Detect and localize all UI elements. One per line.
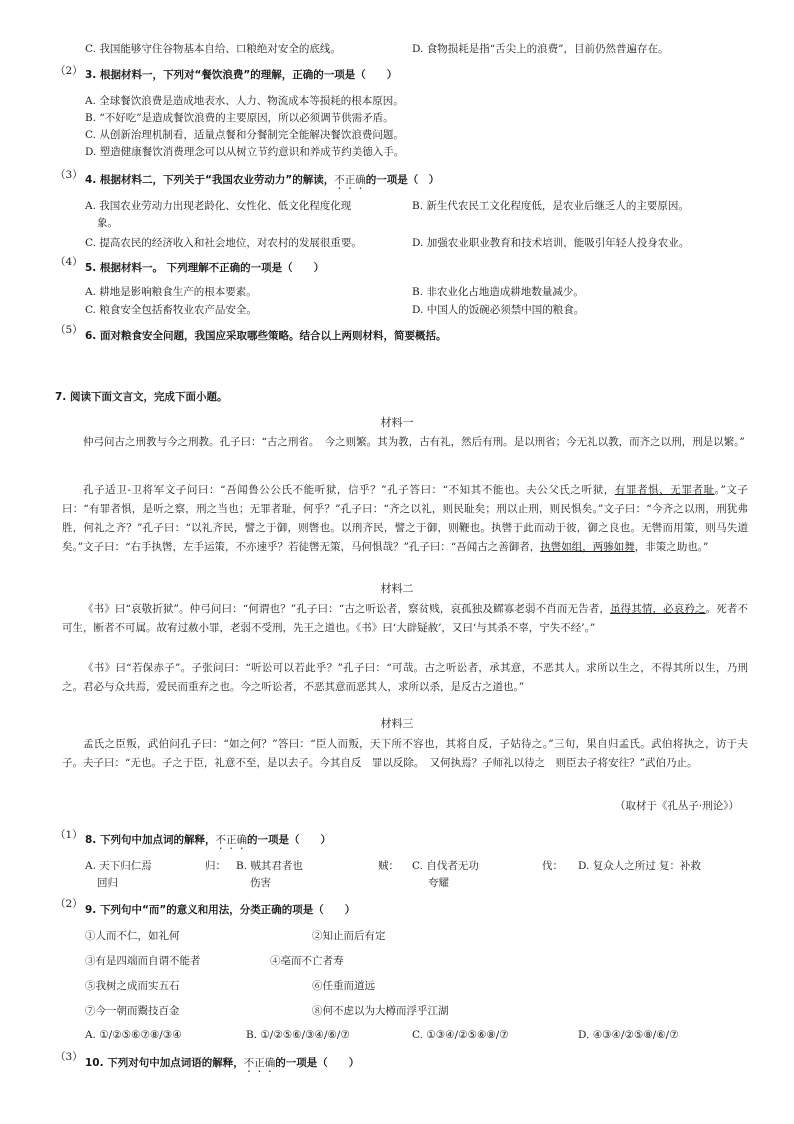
- q8-option-a-word: 归：: [205, 860, 226, 872]
- q9-option-d: D. ④③④/②⑤⑧/⑥/⑦: [578, 1029, 679, 1041]
- subquestion-number: （4）: [55, 256, 83, 268]
- subquestion-number: （1）: [55, 829, 83, 841]
- emphasized-word: 不正确: [243, 1057, 276, 1069]
- q8-option-b-word: 贼：: [378, 860, 399, 872]
- material-2-paragraph-2: 《书》曰“若保赤子”。子张问曰：“听讼可以若此乎？”孔子曰：“可哉。古之听讼者，承其意，不恶其人。求所以生之，不得其所以生，乃刑之。君必与众共焉，爱民而重弃之也。今之听讼者，不恶其意而恶其人，求所以杀，是反古之道也。”: [62, 662, 748, 693]
- material-3-paragraph-1: 孟氏之臣叛，武伯问孔子曰：“如之何？”答曰：“臣人而叛，天下所不容也，其将自反，子姑待之。”三旬，果自归孟氏。武伯将执之，访于夫子。夫子曰：“无也。子之于臣，礼意不至，是以去子。今其自反 罪以反除。 又何执焉？子师礼以待之 则臣去子将安往？”武伯乃止。: [62, 738, 748, 769]
- q9-sentence-7: ⑦今一朝而鬻技百金: [85, 1005, 180, 1017]
- q3-option-c: C. 从创新治理机制看，适量点餐和分餐制完全能解决餐饮浪费问题。: [85, 129, 404, 141]
- q5-option-a: A. 耕地是影响粮食生产的根本要素。: [85, 286, 257, 298]
- q3-option-d: D. 塑造健康餐饮消费理念可以从树立节约意识和养成节约美德入手。: [85, 146, 405, 158]
- material-3-title: 材料三: [380, 717, 414, 730]
- material-1-paragraph-2: [62, 481, 748, 557]
- stem-text: 的一项是（ ）: [365, 174, 440, 186]
- q8-option-a: A. 天下归仁焉: [85, 860, 152, 872]
- option-d-text: D. 食物损耗是指“舌尖上的浪费”，目前仍然普遍存在。: [412, 43, 669, 55]
- passage-text: 。”文子曰：“有罪者惧，是听之察，刑之当也；无罪者耻，何乎？”孔子曰：“齐之以礼，则民耻矣；刑以止刑，则民惧矣。”文子曰：“今齐之以刑，刑犹弗胜，何礼之齐？”孔子曰：“以礼齐民，譬之于御，则辔也。以刑齐民，譬之于御，则鞭也。执辔于此而动于彼，御之良也。无辔而用策，则马失道矣。”文子曰：“右手执辔，左手运策，不亦速乎？若徒辔无策，马何惧哉？”孔子曰：“吾闻古之善御者，: [62, 484, 748, 553]
- q5-option-b: B. 非农业化占地造成耕地数量减少。: [412, 286, 584, 298]
- passage-text: 孔子适卫-卫将军文子问曰：“吾闻鲁公公氏不能听狱，信乎？”孔子答曰：“不知其不能也。夫公父氏之听狱，: [83, 484, 615, 496]
- q9-sentence-1: ①人而不仁，如礼何: [85, 930, 180, 942]
- q9-option-b: B. ①/②⑤⑥/③④/⑥/⑦: [246, 1029, 350, 1041]
- option-c-text: C. 我国能够守住谷物基本自给、口粮绝对安全的底线。: [85, 43, 341, 55]
- q4-option-a-cont: 象。: [97, 217, 118, 229]
- q4-option-d: D. 加强农业职业教育和技术培训，能吸引年轻人投身农业。: [412, 237, 690, 249]
- material-1-paragraph-1: 仲弓问古之刑教与今之刑教。孔子曰：“古之刑省。 今之则繁。其为教，古有礼，然后有刑。是以刑省；今无礼以教，而齐之以刑，刑是以繁。”: [83, 436, 745, 448]
- q9-option-c: C. ①③④/②⑤⑥⑧/⑦: [412, 1029, 509, 1041]
- q9-sentence-5: ⑤我树之成而实五石: [85, 980, 180, 992]
- q9-sentence-3: ③有是四端而自谓不能者: [85, 955, 201, 967]
- question-3-stem: 3. 根据材料一，下列对“餐饮浪费”的理解，正确的一项是（ ）: [85, 69, 398, 81]
- passage-text: 。死者不可生，断者不可属。故宥过赦小罪，老弱不受刑，先王之道也。《书》曰‘大辟疑赦’，又曰‘与其杀不辜，宁失不经’。”: [62, 603, 749, 634]
- question-7-stem: 7. 阅读下面文言文，完成下面小题。: [55, 391, 228, 403]
- material-2-paragraph-1: [62, 600, 748, 638]
- stem-text: 的一项是（ ）: [246, 834, 331, 846]
- material-2-title: 材料二: [380, 582, 414, 595]
- stem-text: 的一项是（ ）: [275, 1057, 360, 1069]
- q4-option-b: B. 新生代农民工文化程度低，是农业后继乏人的主要原因。: [412, 200, 689, 212]
- emphasized-word: 不正确: [334, 174, 366, 186]
- q8-option-c-word: 伐：: [542, 860, 563, 872]
- q8-option-b: B. 贼其君者也: [236, 860, 303, 872]
- q4-option-a: A. 我国农业劳动力出现老龄化、女性化、低文化程度化现: [85, 200, 352, 212]
- passage-text: ，非策之助也。”: [634, 541, 709, 553]
- material-1-title: 材料一: [380, 416, 414, 429]
- q4-option-c: C. 提高农民的经济收入和社会地位，对农村的发展很重要。: [85, 237, 362, 249]
- stem-text: 8. 下列句中加点词的解释，: [85, 834, 216, 846]
- q9-sentence-4: ④亳而不亡者寿: [270, 955, 344, 967]
- q3-option-b: B. “不好吃”是造成餐饮浪费的主要原因，所以必须调节供需矛盾。: [85, 112, 394, 124]
- q8-option-c: C. 自伐者无功: [412, 860, 479, 872]
- emphasized-word: 不正确: [215, 834, 247, 846]
- question-8-stem: [85, 832, 331, 852]
- q9-sentence-6: ⑥任重而道远: [312, 980, 375, 992]
- subquestion-number: （5）: [55, 324, 83, 336]
- q8-option-c-meaning: 夸耀: [428, 877, 449, 889]
- q9-sentence-8: ⑧何不虑以为大樽而浮乎江湖: [312, 1005, 449, 1017]
- passage-text: 《书》曰“哀敬折狱”。仲弓问曰：“何谓也？”孔子曰：“古之听讼者，察贫贱，哀孤独及鳏寡老弱不肖而无告者，: [83, 603, 610, 615]
- subquestion-number: （3）: [55, 169, 83, 181]
- question-10-stem: [85, 1055, 359, 1075]
- stem-text: 4. 根据材料二，下列关于“我国农业劳动力”的解读，: [85, 174, 335, 186]
- q9-sentence-2: ②知止而后有定: [312, 930, 386, 942]
- q5-option-c: C. 粮食安全包括畜牧业农产品安全。: [85, 304, 257, 316]
- question-9-stem: 9. 下列句中“而”的意义和用法，分类正确的项是（ ）: [85, 904, 356, 916]
- q8-option-a-meaning: 回归: [97, 877, 118, 889]
- question-5-stem: 5. 根据材料一。 下列理解不正确的一项是（ ）: [85, 262, 325, 274]
- underlined-sentence: 虽得其情，必哀矜之: [609, 603, 706, 615]
- underlined-sentence: 执辔如组，两骖如舞: [540, 541, 635, 553]
- source-citation: （取材于《孔丛子·刑论》）: [614, 800, 739, 812]
- question-4-stem: [85, 172, 439, 192]
- q9-option-a: A. ①/②⑤⑥⑦⑧/③④: [85, 1029, 182, 1041]
- question-6-stem: 6. 面对粮食安全问题，我国应采取哪些策略。结合以上两则材料，简要概括。: [85, 330, 447, 342]
- q3-option-a: A. 全球餐饮浪费是造成地表水、人力、物流成本等损耗的根本原因。: [85, 95, 404, 107]
- q8-option-d: D. 复众人之所过 复：补救: [578, 860, 702, 872]
- subquestion-number: （3）: [55, 1051, 83, 1063]
- q5-option-d: D. 中国人的饭碗必须禁中国的粮食。: [412, 304, 585, 316]
- underlined-sentence: 有罪者惧，无罪者耻: [614, 484, 715, 496]
- q8-option-b-meaning: 伤害: [250, 877, 271, 889]
- subquestion-number: （2）: [55, 898, 83, 910]
- stem-text: 10. 下列对句中加点词语的解释，: [85, 1057, 244, 1069]
- subquestion-number: （2）: [55, 65, 83, 77]
